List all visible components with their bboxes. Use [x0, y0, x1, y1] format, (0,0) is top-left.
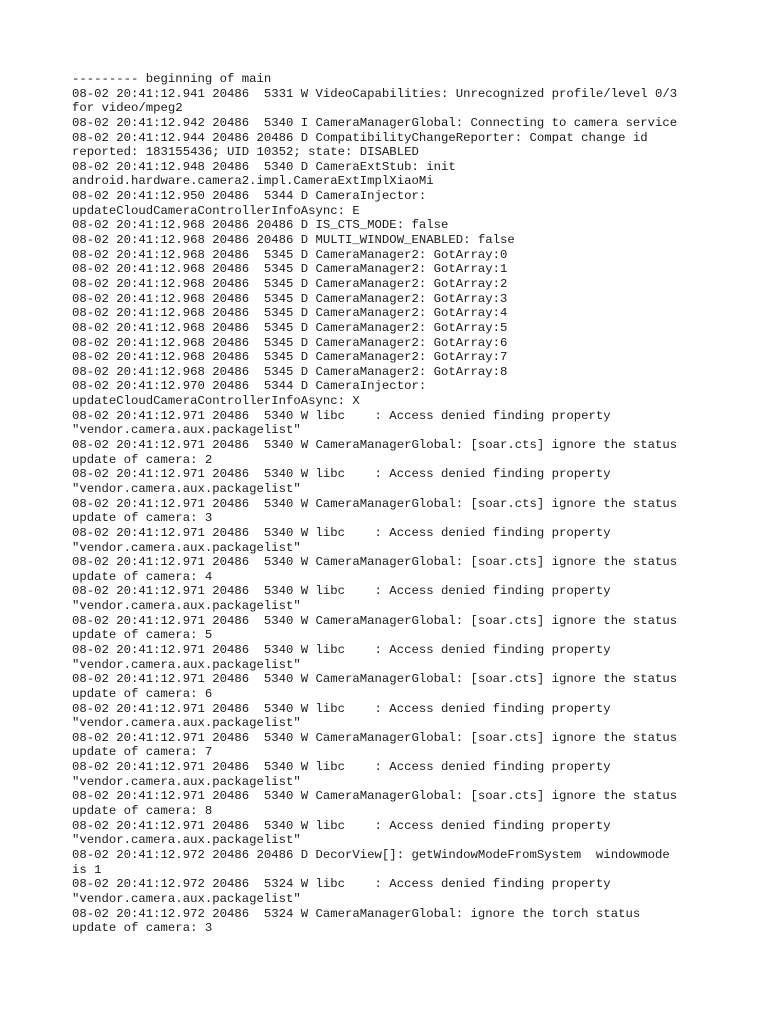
log-line: 08-02 20:41:12.968 20486 20486 D MULTI_WINDOW_ENABLED: false — [72, 233, 515, 248]
log-line: 08-02 20:41:12.972 20486 5324 W CameraManagerGlobal: ignore the torch status — [72, 906, 641, 921]
log-line: 08-02 20:41:12.971 20486 5340 W libc : Access denied finding property — [72, 408, 611, 423]
log-line: "vendor.camera.aux.packagelist" — [72, 423, 301, 438]
log-line: android.hardware.camera2.impl.CameraExtImplXiaoMi — [72, 174, 434, 189]
log-line: 08-02 20:41:12.971 20486 5340 W libc : Access denied finding property — [72, 818, 611, 833]
log-document — [72, 72, 762, 936]
log-line: "vendor.camera.aux.packagelist" — [72, 891, 301, 906]
log-line: 08-02 20:41:12.971 20486 5340 W CameraManagerGlobal: [soar.cts] ignore the status — [72, 438, 678, 453]
log-line: updateCloudCameraControllerInfoAsync: E — [72, 203, 360, 218]
log-line: 08-02 20:41:12.971 20486 5340 W libc : Access denied finding property — [72, 584, 611, 599]
log-line: 08-02 20:41:12.968 20486 5345 D CameraManager2: GotArray:5 — [72, 320, 508, 335]
log-line: 08-02 20:41:12.971 20486 5340 W CameraManagerGlobal: [soar.cts] ignore the status — [72, 496, 678, 511]
log-line: updateCloudCameraControllerInfoAsync: X — [72, 394, 360, 409]
log-line: update of camera: 8 — [72, 804, 213, 819]
log-line: 08-02 20:41:12.971 20486 5340 W libc : Access denied finding property — [72, 760, 611, 775]
log-line: 08-02 20:41:12.942 20486 5340 I CameraManagerGlobal: Connecting to camera service — [72, 115, 678, 130]
log-line: 08-02 20:41:12.968 20486 5345 D CameraManager2: GotArray:3 — [72, 291, 508, 306]
log-line: 08-02 20:41:12.971 20486 5340 W CameraManagerGlobal: [soar.cts] ignore the status — [72, 730, 678, 745]
log-line: 08-02 20:41:12.968 20486 5345 D CameraManager2: GotArray:0 — [72, 247, 508, 262]
log-line: 08-02 20:41:12.944 20486 20486 D CompatibilityChangeReporter: Compat change id — [72, 130, 648, 145]
log-line: 08-02 20:41:12.972 20486 20486 D DecorView[]: getWindowModeFromSystem windowmode — [72, 847, 670, 862]
log-line: 08-02 20:41:12.971 20486 5340 W CameraManagerGlobal: [soar.cts] ignore the status — [72, 789, 678, 804]
log-line: 08-02 20:41:12.950 20486 5344 D CameraInjector: — [72, 189, 427, 204]
log-line: 08-02 20:41:12.968 20486 5345 D CameraManager2: GotArray:7 — [72, 350, 508, 365]
log-line: 08-02 20:41:12.971 20486 5340 W libc : Access denied finding property — [72, 467, 611, 482]
log-line: update of camera: 7 — [72, 745, 213, 760]
log-line: 08-02 20:41:12.971 20486 5340 W CameraManagerGlobal: [soar.cts] ignore the status — [72, 672, 678, 687]
log-line: for video/mpeg2 — [72, 101, 183, 116]
log-line: --------- beginning of main — [72, 72, 272, 86]
log-line: "vendor.camera.aux.packagelist" — [72, 481, 301, 496]
log-line: update of camera: 2 — [72, 452, 213, 467]
log-line: update of camera: 4 — [72, 569, 213, 584]
log-line: 08-02 20:41:12.971 20486 5340 W libc : Access denied finding property — [72, 701, 611, 716]
log-line: 08-02 20:41:12.968 20486 5345 D CameraManager2: GotArray:4 — [72, 306, 508, 321]
log-line: 08-02 20:41:12.968 20486 20486 D IS_CTS_MODE: false — [72, 218, 449, 233]
log-line: "vendor.camera.aux.packagelist" — [72, 540, 301, 555]
log-line: update of camera: 3 — [72, 921, 213, 936]
log-line: is 1 — [72, 862, 102, 877]
log-line: 08-02 20:41:12.971 20486 5340 W libc : Access denied finding property — [72, 642, 611, 657]
log-line: reported: 183155436; UID 10352; state: DISABLED — [72, 145, 419, 160]
log-line: 08-02 20:41:12.971 20486 5340 W libc : Access denied finding property — [72, 525, 611, 540]
log-line: "vendor.camera.aux.packagelist" — [72, 716, 301, 731]
log-line: "vendor.camera.aux.packagelist" — [72, 833, 301, 848]
log-line: 08-02 20:41:12.970 20486 5344 D CameraInjector: — [72, 379, 427, 394]
log-line: 08-02 20:41:12.968 20486 5345 D CameraManager2: GotArray:1 — [72, 262, 508, 277]
log-line: "vendor.camera.aux.packagelist" — [72, 599, 301, 614]
log-line: "vendor.camera.aux.packagelist" — [72, 774, 301, 789]
log-line: "vendor.camera.aux.packagelist" — [72, 657, 301, 672]
log-line: 08-02 20:41:12.971 20486 5340 W CameraManagerGlobal: [soar.cts] ignore the status — [72, 613, 678, 628]
log-line: 08-02 20:41:12.968 20486 5345 D CameraManager2: GotArray:8 — [72, 364, 508, 379]
log-line: update of camera: 3 — [72, 511, 213, 526]
log-line: 08-02 20:41:12.968 20486 5345 D CameraManager2: GotArray:6 — [72, 335, 508, 350]
log-line: 08-02 20:41:12.948 20486 5340 D CameraExtStub: init — [72, 159, 456, 174]
log-line: update of camera: 6 — [72, 686, 213, 701]
log-line: 08-02 20:41:12.971 20486 5340 W CameraManagerGlobal: [soar.cts] ignore the status — [72, 555, 678, 570]
log-line: update of camera: 5 — [72, 628, 213, 643]
log-line: 08-02 20:41:12.972 20486 5324 W libc : Access denied finding property — [72, 877, 611, 892]
log-line: 08-02 20:41:12.941 20486 5331 W VideoCapabilities: Unrecognized profile/level 0/3 — [72, 86, 678, 101]
log-line: 08-02 20:41:12.968 20486 5345 D CameraManager2: GotArray:2 — [72, 276, 508, 291]
